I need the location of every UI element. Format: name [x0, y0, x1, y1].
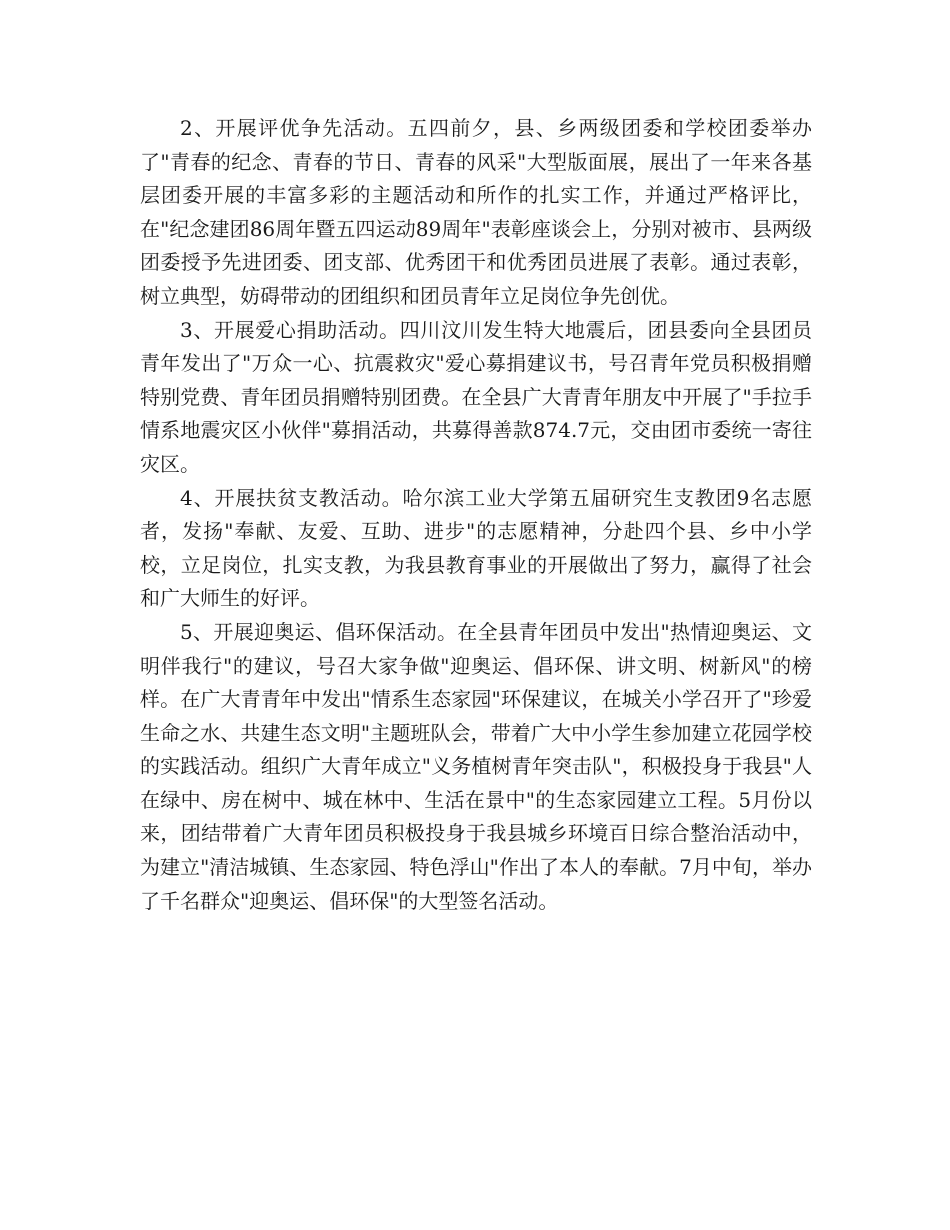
- document-page: [140, 112, 812, 918]
- paragraph-evaluation-activity: 2、开展评优争先活动。五四前夕，县、乡两级团委和学校团委举办了"青春的纪念、青春的节日、青春的风采"大型版面展，展出了一年来各基层团委开展的丰富多彩的主题活动和所作的扎实工作，并通过严格评比，在"纪念建团86周年暨五四运动89周年"表彰座谈会上，分别对被市、县两级团委授予先进团委、团支部、优秀团干和优秀团员进展了表彰。通过表彰，树立典型，妨碍带动的团组织和团员青年立足岗位争先创优。: [140, 116, 812, 308]
- paragraph-teaching-activity: 4、开展扶贫支教活动。哈尔滨工业大学第五届研究生支教团9名志愿者，发扬"奉献、友爱、互助、进步"的志愿精神，分赴四个县、乡中小学校，立足岗位，扎实支教，为我县教育事业的开展做出了努力，赢得了社会和广大师生的好评。: [140, 485, 812, 611]
- paragraph-donation-activity: 3、开展爱心捐助活动。四川汶川发生特大地震后，团县委向全县团员青年发出了"万众一心、抗震救灾"爱心募捐建议书，号召青年党员积极捐赠特别党费、青年团员捐赠特别团费。在全县广大青青年朋友中开展了"手拉手情系地震灾区小伙伴"募捐活动，共募得善款874.7元，交由团市委统一寄往灾区。: [140, 317, 812, 476]
- paragraph-olympics-environment-activity: 5、开展迎奥运、倡环保活动。在全县青年团员中发出"热情迎奥运、文明伴我行"的建议，号召大家争做"迎奥运、倡环保、讲文明、树新风"的榜样。在广大青青年中发出"情系生态家园"环保建议，在城关小学召开了"珍爱生命之水、共建生态文明"主题班队会，带着广大中小学生参加建立花园学校的实践活动。组织广大青年成立"义务植树青年突击队"，积极投身于我县"人在绿中、房在树中、城在林中、生活在景中"的生态家园建立工程。5月份以来，团结带着广大青年团员积极投身于我县城乡环境百日综合整治活动中，为建立"清洁城镇、生态家园、特色浮山"作出了本人的奉献。7月中旬，举办了千名群众"迎奥运、倡环保"的大型签名活动。: [140, 619, 812, 913]
